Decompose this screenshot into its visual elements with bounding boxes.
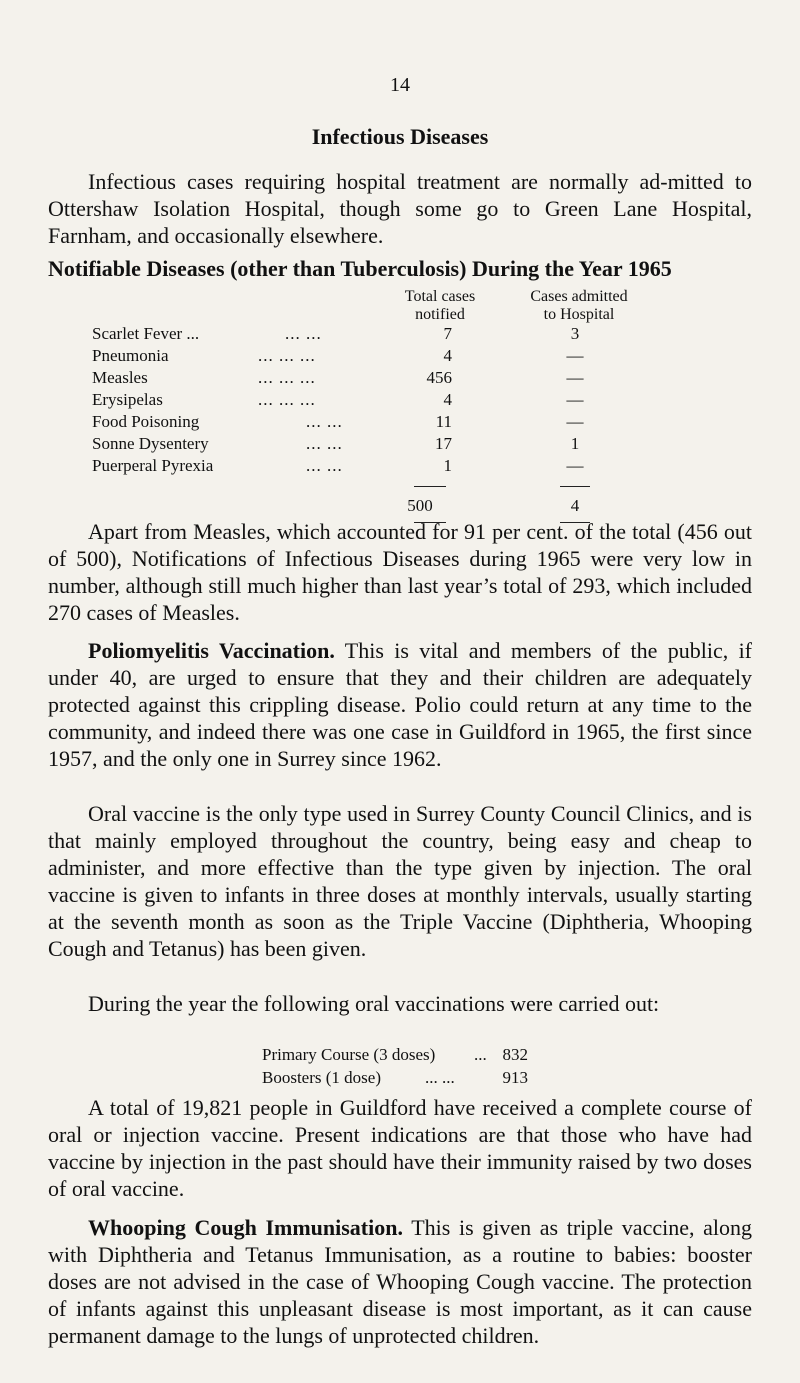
admitted-count: — [566, 346, 584, 365]
notified-count: 1 [443, 456, 452, 475]
disease-name: Sonne Dysentery [92, 434, 209, 453]
total-admitted: 4 [570, 496, 580, 515]
leader-dots: ... ... [285, 324, 322, 343]
leader-dots: ... ... [306, 412, 343, 431]
whooping-heading: Whooping Cough Immunisation. [88, 1215, 403, 1240]
disease-name: Food Poisoning [92, 412, 200, 431]
table-row [0, 390, 800, 411]
total-vaccinated-paragraph: A total of 19,821 people in Guildford have received a complete course of oral or injection vaccine. Present indications are that those who have had vaccine by injection in the past should have their immunity raised by two doses of oral vaccine. [48, 1095, 752, 1201]
leader-dots: ... [474, 1045, 487, 1064]
disease-name: Erysipelas [92, 390, 163, 409]
table-row [0, 456, 800, 477]
intro-paragraph: Infectious cases requiring hospital treatment are normally ad-mitted to Ottershaw Isolation Hospital, though some go to Green Lane Hospital, Farnham, and occasionally elsewhere. [48, 169, 752, 248]
admitted-count: 1 [570, 434, 580, 453]
vaccination-row-primary [262, 1045, 582, 1067]
page-number: 14 [390, 74, 410, 96]
table-row [0, 434, 800, 455]
col-header-admitted-line2: to Hospital [543, 306, 615, 323]
leader-dots: ... ... [425, 1068, 455, 1087]
vaccination-count: 832 [502, 1045, 528, 1064]
notified-count: 11 [435, 412, 452, 431]
whooping-cough-paragraph [48, 1214, 752, 1349]
oral-vaccine-paragraph: Oral vaccine is the only type used in Surrey County Council Clinics, and is that mainly employed throughout the country, being easy and cheap to administer, and more effective than the type given by injection. The oral vaccine is given to infants in three doses at monthly intervals, usually starting at the seventh month as soon as the Triple Vaccine (Diphtheria, Whooping Cough and Tetanus) has been given. [48, 801, 752, 961]
disease-name: Puerperal Pyrexia [92, 456, 214, 475]
subtotal-rule [414, 486, 446, 487]
leader-dots: ... ... [306, 456, 343, 475]
polio-text: This is vital and members of the public, if under 40, are urged to ensure that they and their children are adequately protected against this crippling disease. Polio could return at any time to the community, and indeed there was one case in Guildford in 1965, the first since 1957, and the only one in Surrey since 1962. [48, 638, 753, 771]
admitted-count: — [566, 412, 584, 431]
col-header-notified-line1: Total cases [404, 288, 476, 305]
admitted-count: — [566, 390, 584, 409]
vaccination-label: Primary Course (3 doses) [262, 1045, 436, 1064]
table-row [0, 346, 800, 367]
admitted-count: — [566, 456, 584, 475]
vaccinations-intro-paragraph: During the year the following oral vaccinations were carried out: [88, 991, 660, 1016]
measles-paragraph: Apart from Measles, which accounted for 91 per cent. of the total (456 out of 500), Notifications of Infectious Diseases during 1965 were very low in number, although still much higher than last year’s total of 293, which included 270 cases of Measles. [48, 519, 752, 625]
vaccination-count: 913 [502, 1068, 528, 1087]
vaccination-row-boosters [262, 1068, 582, 1090]
disease-name: Measles [92, 368, 148, 387]
table-total-row [0, 496, 800, 517]
table-row [0, 412, 800, 433]
disease-name: Pneumonia [92, 346, 169, 365]
disease-name: Scarlet Fever ... [92, 324, 200, 343]
notified-count: 4 [443, 390, 452, 409]
notified-count: 4 [443, 346, 452, 365]
leader-dots: ... ... ... [258, 390, 316, 409]
polio-heading: Poliomyelitis Vaccination. [88, 638, 335, 663]
leader-dots: ... ... [306, 434, 343, 453]
leader-dots: ... ... ... [258, 346, 316, 365]
leader-dots: ... ... ... [258, 368, 316, 387]
col-header-admitted-line1: Cases admitted [530, 288, 628, 305]
col-header-notified [380, 288, 500, 324]
admitted-count: — [566, 368, 584, 387]
notified-count: 17 [435, 434, 452, 453]
page-title: Infectious Diseases [311, 124, 489, 149]
notified-count: 456 [426, 368, 452, 387]
table-row [0, 368, 800, 389]
table-title: Notifiable Diseases (other than Tuberculosis) During the Year 1965 [48, 256, 672, 281]
notified-count: 7 [443, 324, 452, 343]
subtotal-rule [560, 486, 590, 487]
polio-paragraph [48, 637, 752, 772]
col-header-notified-line2: notified [415, 306, 465, 323]
table-row [0, 324, 800, 345]
total-notified: 500 [407, 496, 433, 515]
admitted-count: 3 [570, 324, 580, 343]
whooping-text: This is given as triple vaccine, along with Diphtheria and Tetanus Immunisation, as a routine to babies: booster doses are not advised in the case of Whooping Cough vaccine. The protection of infants against this unpleasant disease is most important, as it can cause permanent damage to the lungs of unprotected children. [48, 1215, 752, 1348]
vaccination-label: Boosters (1 dose) [262, 1068, 381, 1087]
col-header-admitted [514, 288, 644, 324]
